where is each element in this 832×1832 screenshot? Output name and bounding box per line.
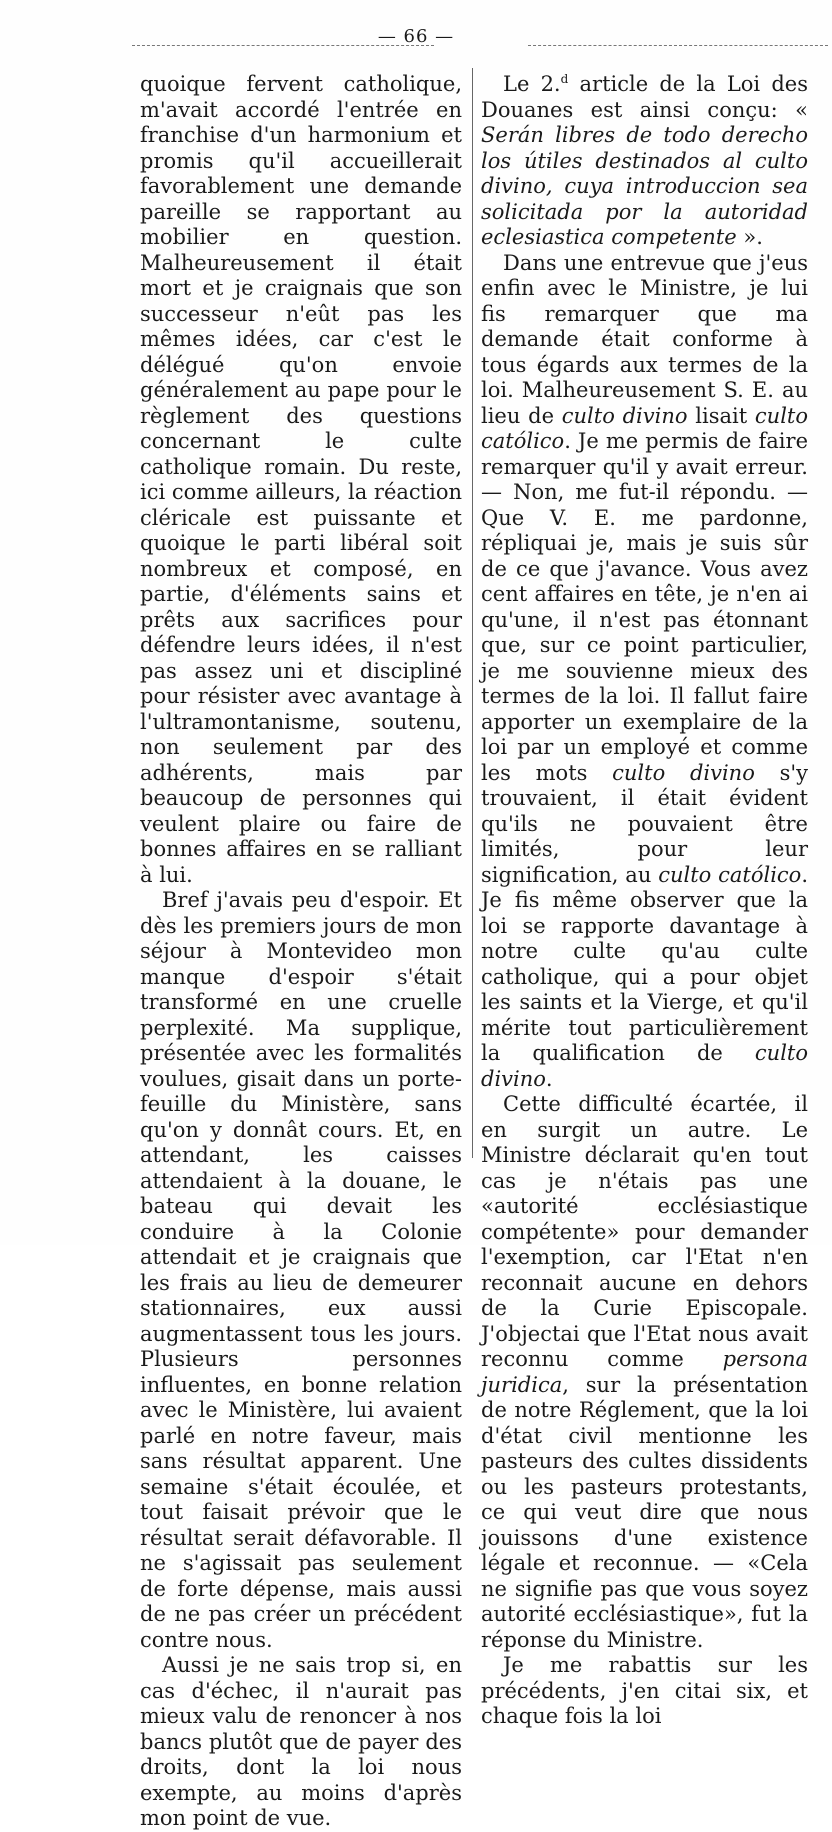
italic-term: culto divino <box>481 1041 808 1091</box>
paragraph: quoique fervent catholique, m'avait accordé l'entrée en franchise d'un harmonium et promis qu'il accueillerait favorablement une demande pareille se rapportant au mobilier en question. Malheureusement il était mort et je craignais que son successeur n'eût pas les mêmes idées, car c'est le délégué qu'on envoie généralement au pape pour le règlement des questions concernant le culte catholique romain. Du reste, ici comme ailleurs, la réaction cléricale est puissante et quoique le parti libéral soit nombreux et composé, en partie, d'éléments sains et prêts aux sacrifices pour défendre leurs idées, il n'est pas assez uni et discipliné pour résister avec avantage à l'ultramontanisme, soutenu, non seulement par des adhérents, mais par beaucoup de personnes qui veulent plaire ou faire de bonnes affaires en se ralliant à lui. <box>140 72 462 887</box>
header-rule-right <box>528 45 828 46</box>
text-run: Le 2. <box>503 72 561 96</box>
italic-term: culto católico <box>481 403 808 453</box>
text-run: article de la Loi des Douanes est ainsi conçu: « <box>481 72 808 122</box>
paragraph: Aussi je ne sais trop si, en cas d'échec, il n'aurait pas mieux valu de renoncer à nos bancs plutôt que de payer des droits, dont la loi nous exempte, au moins d'après mon point de vue. <box>140 1653 462 1830</box>
page-number: — 66 — <box>377 26 455 47</box>
text-run: ». <box>736 225 763 249</box>
paragraph: Je me rabattis sur les précédents, j'en citai six, et chaque fois la loi <box>481 1653 808 1728</box>
superscript: d <box>560 72 569 86</box>
italic-term: persona juridica <box>481 1347 808 1397</box>
text-run: , sur la présentation de notre Réglement, que la loi d'état civil mentionne les pasteurs des cultes dissidents ou les pasteurs protestants, ce qui veut dire que nous jouissons d'une existence légale et reconnue. — «Cela ne signifie pas que vous soyez autorité ecclésiastique», fut la réponse du Ministre. <box>481 1372 808 1652</box>
column-divider <box>472 68 473 1158</box>
text-run: s'y trouvaient, il était évident qu'ils ne pouvaient être limités, pour leur signification, au <box>481 760 808 887</box>
italic-term: culto divino <box>612 760 755 785</box>
italic-term: culto católico <box>658 862 802 887</box>
paragraph <box>481 251 808 1093</box>
text-run: Cette difficulté écartée, il en surgit un autre. Le Ministre déclarait qu'en tout cas je n'étais pas une «autorité ecclésiastique compétente» pour demander l'exemption, car l'Etat n'en reconnait aucune en dehors de la Curie Episcopale. J'objectai que l'Etat nous avait reconnu comme <box>481 1092 808 1371</box>
spanish-quote: Serán libres de todo derecho los útiles destinados al culto divino, cuya introduccion sea solicitada por la autoridad eclesiastica competente <box>481 123 808 249</box>
text-run: lisait <box>687 403 755 428</box>
text-run: . Je me permis de faire remarquer qu'il y avait erreur. — Non, me fut-il répondu. — Que V. E. me pardonne, répliquai je, mais je suis sûr de ce que j'avance. Vous avez cent affaires en tête, je n'en ai qu'une, il n'est pas étonnant que, sur ce point particulier, je me souvienne mieux des termes de la loi. Il fallut faire apporter un exemplaire de la loi par un employé et comme les mots <box>481 429 808 785</box>
text-run: . Je fis même observer que la loi se rapporte davantage à notre culte qu'au culte catholique, qui a pour objet les saints et la Vierge, et qu'il mérite tout particulièrement la qualification de <box>481 862 808 1065</box>
text-run: . <box>545 1066 553 1091</box>
paragraph: Bref j'avais peu d'espoir. Et dès les premiers jours de mon séjour à Montevideo mon manque d'espoir s'était transformé en une cruelle perplexité. Ma supplique, présentée avec les formalités voulues, gisait dans un porte-feuille du Ministère, sans qu'on y donnât cours. Et, en attendant, les caisses attendaient à la douane, le bateau qui devait les conduire à la Colonie attendait et je craignais que les frais au lieu de demeurer stationnaires, eux aussi augmentassent tous les jours. Plusieurs personnes influentes, en bonne relation avec le Ministère, lui avaient parlé en notre faveur, mais sans résultat apparent. Une semaine s'était écoulée, et tout faisait prévoir que le résultat serait défavorable. Il ne s'agissait pas seulement de forte dépense, mais aussi de ne pas créer un précédent contre nous. <box>140 888 462 1652</box>
right-column <box>481 72 808 1730</box>
paragraph <box>481 72 808 251</box>
text-run: Dans une entrevue que j'eus enfin avec le Ministre, je lui fis remarquer que ma demande était conforme à tous égards aux termes de la loi. Malheureusement S. E. au lieu de <box>481 250 808 428</box>
italic-term: culto divino <box>561 403 688 428</box>
paragraph <box>481 1092 808 1653</box>
left-column <box>140 72 462 1832</box>
